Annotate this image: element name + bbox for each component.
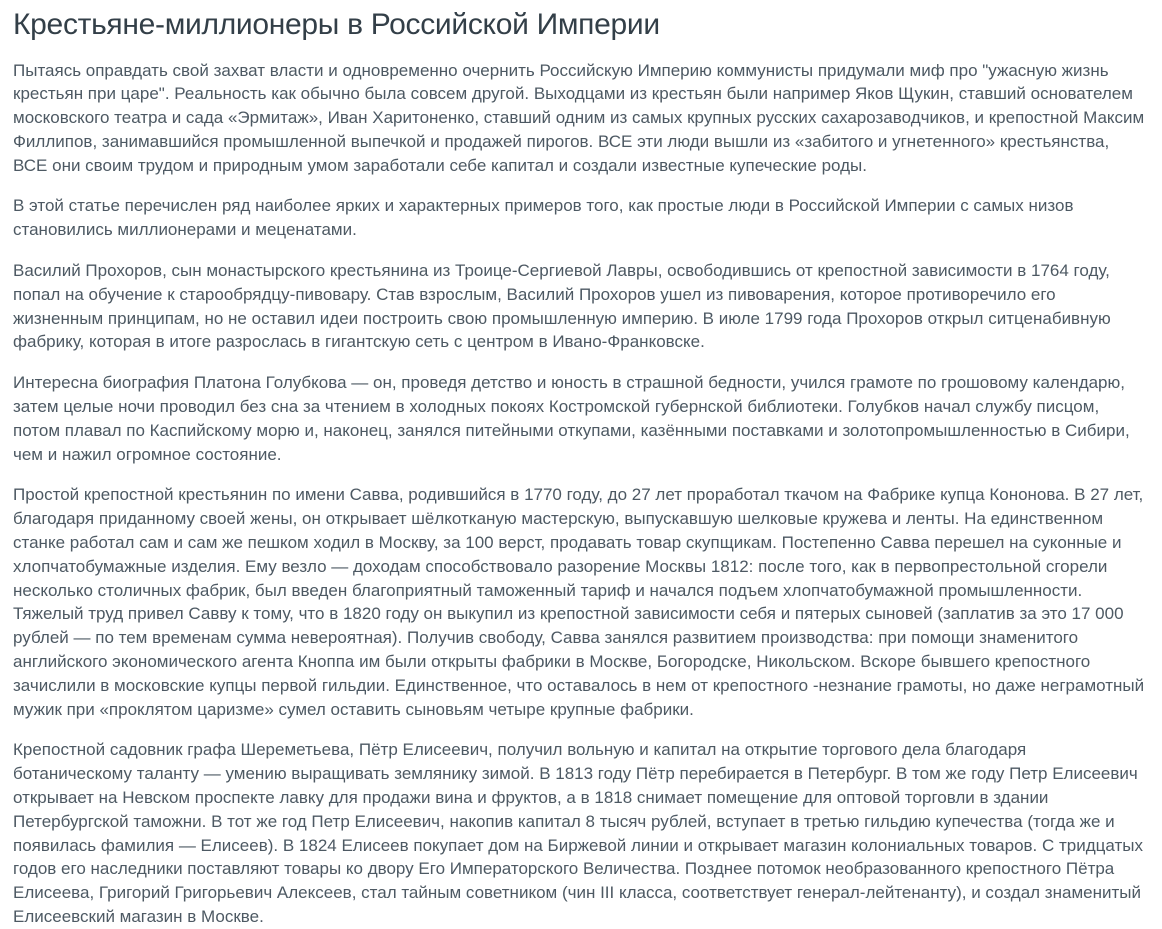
article-paragraph-prokhorov: Василий Прохоров, сын монастырского крестьянина из Троице-Сергиевой Лавры, освободившись от крепостной зависимости в 1764 году, попал на обучение к старообрядцу-пивовару. Став взрослым, Василий Прохоров ушел из пивоварения, которое противоречило его жизненным принципам, но не оставил идеи построить свою промышленную империю. В июле 1799 года Прохоров открыл ситценабивную фабрику, которая в итоге разрослась в гигантскую сеть с центром в Ивано-Франковске. <box>13 261 1111 352</box>
article-paragraph-summary: В этой статье перечислен ряд наиболее ярких и характерных примеров того, как простые люди в Российской Империи с самых низов становились миллионерами и меценатами. <box>13 196 1074 240</box>
article-paragraph-savva: Простой крепостной крестьянин по имени Савва, родившийся в 1770 году, до 27 лет проработал ткачом на Фабрике купца Кононова. В 27 лет, благодаря приданному своей жены, он открывает шёлкотканую мастерскую, выпускавшую шелковые кружева и ленты. На единственном станке работал сам и сам же пешком ходил в Москву, за 100 верст, продавать товар скупщикам. Постепенно Савва перешел на суконные и хлопчатобумажные изделия. Ему везло — доходам способствовало разорение Москвы 1812: после того, как в первопрестольной сгорели несколько столичных фабрик, был введен благоприятный таможенный тариф и начался подъем хлопчатобумажной промышленности. Тяжелый труд привел Савву к тому, что в 1820 году он выкупил из крепостной зависимости себя и пятерых сыновей (заплатив за это 17 000 рублей — по тем временам сумма невероятная). Получив свободу, Савва занялся развитием производства: при помощи знаменитого английского экономического агента Кноппа им были открыты фабрики в Москве, Богородске, Никольском. Вскоре бывшего крепостного зачислили в московские купцы первой гильдии. Единственное, что оставалось в нем от крепостного -незнание грамоты, но даже неграмотный мужик при «проклятом царизме» сумел оставить сыновьям четыре крупные фабрики. <box>13 485 1145 719</box>
article-paragraph-eliseev: Крепостной садовник графа Шереметьева, Пётр Елисеевич, получил вольную и капитал на открытие торгового дела благодаря ботаническому таланту — умению выращивать землянику зимой. В 1813 году Пётр перебирается в Петербург. В том же году Петр Елисеевич открывает на Невском проспекте лавку для продажи вина и фруктов, а в 1818 снимает помещение для оптовой торговли в здании Петербургской таможни. В тот же год Петр Елисеевич, накопив капитал 8 тысяч рублей, вступает в третью гильдию купечества (тогда же и появилась фамилия — Елисеев). В 1824 Елисеев покупает дом на Биржевой линии и открывает магазин колониальных товаров. С тридцатых годов его наследники поставляют товары ко двору Его Императорского Величества. Позднее потомок необразованного крепостного Пётра Елисеева, Григорий Григорьевич Алексеев, стал тайным советником (чин III класса, соответствует генерал-лейтенанту), и создал знаменитый Елисеевский магазин в Москве. <box>13 740 1143 926</box>
article-paragraph-golubkov: Интересна биография Платона Голубкова — он, проведя детство и юность в страшной бедности, учился грамоте по грошовому календарю, затем целые ночи проводил без сна за чтением в холодных покоях Костромской губернской библиотеки. Голубков начал службу писцом, потом плавал по Каспийскому морю и, наконец, занялся питейными откупами, казёнными поставками и золотопромышленностью в Сибири, чем и нажил огромное состояние. <box>13 373 1130 464</box>
article-paragraph-intro: Пытаясь оправдать свой захват власти и одновременно очернить Российскую Империю коммунисты придумали миф про "ужасную жизнь крестьян при царе". Реальность как обычно была совсем другой. Выходцами из крестьян были например Яков Щукин, ставший основателем московского театра и сада «Эрмитаж», Иван Харитоненко, ставший одним из самых крупных русских сахарозаводчиков, и крепостной Максим Филлипов, занимавшийся промышленной выпечкой и продажей пирогов. ВСЕ эти люди вышли из «забитого и угнетенного» крестьянства, ВСЕ они своим трудом и природным умом заработали себе капитал и создали известные купеческие роды. <box>13 60 1145 175</box>
page-title: Крестьяне-миллионеры в Российской Империи <box>13 8 660 41</box>
